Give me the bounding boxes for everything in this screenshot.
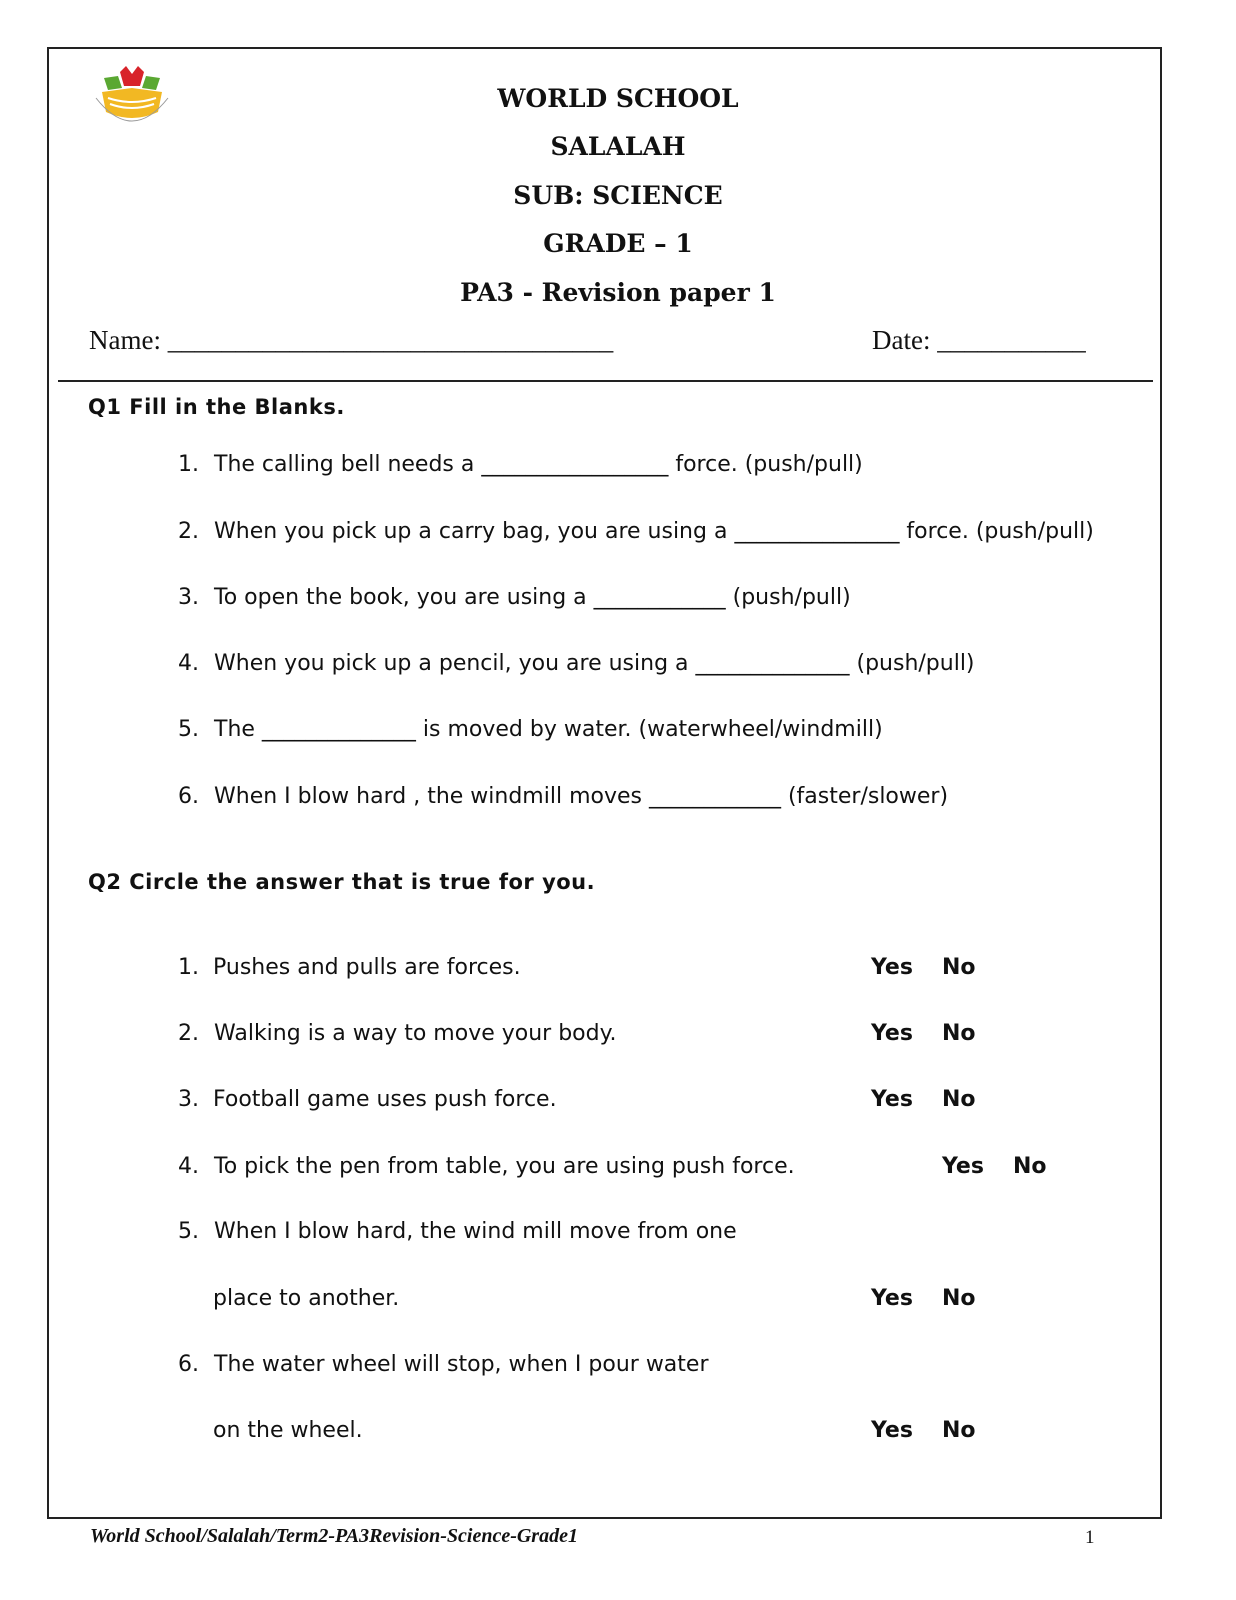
yes-option[interactable]: Yes <box>942 1154 984 1179</box>
q2-item-number: 6. <box>178 1352 199 1377</box>
q2-item-number: 3. <box>178 1087 199 1112</box>
date-field[interactable]: Date: ___________ <box>872 325 1086 355</box>
q1-title: Q1 Fill in the Blanks. <box>88 395 345 419</box>
no-option[interactable]: No <box>1013 1154 1047 1179</box>
q2-item-number: 4. <box>178 1154 199 1179</box>
q1-item-number: 6. <box>178 784 199 809</box>
q2-item-number: 5. <box>178 1219 199 1244</box>
page-number: 1 <box>1085 1527 1095 1548</box>
name-field[interactable]: Name: _________________________________ <box>89 325 614 355</box>
no-option[interactable]: No <box>942 1286 976 1311</box>
no-option[interactable]: No <box>942 1418 976 1443</box>
q2-item-number: 2. <box>178 1021 199 1046</box>
yes-option[interactable]: Yes <box>871 1021 913 1046</box>
school-name: WORLD SCHOOL <box>497 84 739 113</box>
no-option[interactable]: No <box>942 1087 976 1112</box>
q2-item-text: When I blow hard, the wind mill move from one <box>214 1219 737 1244</box>
yes-option[interactable]: Yes <box>871 1087 913 1112</box>
no-option[interactable]: No <box>942 1021 976 1046</box>
q1-item-text: The ______________ is moved by water. (waterwheel/windmill) <box>214 717 883 742</box>
school-city: SALALAH <box>550 132 686 161</box>
yes-option[interactable]: Yes <box>871 1286 913 1311</box>
q1-item-text: To open the book, you are using a ____________ (push/pull) <box>214 585 851 610</box>
q2-item-text: Pushes and pulls are forces. <box>213 955 521 980</box>
q1-item-number: 5. <box>178 717 199 742</box>
q1-item-number: 4. <box>178 651 199 676</box>
header-divider <box>58 380 1153 382</box>
q1-item-text: When you pick up a pencil, you are using a ______________ (push/pull) <box>214 651 975 676</box>
q2-item-text: Football game uses push force. <box>213 1087 557 1112</box>
q2-title: Q2 Circle the answer that is true for you. <box>88 870 596 894</box>
subject-title: SUB: SCIENCE <box>513 181 723 210</box>
logo-leaf-red <box>120 66 144 86</box>
q2-item-text: The water wheel will stop, when I pour water <box>214 1352 709 1377</box>
footer-path: World School/Salalah/Term2-PA3Revision-Science-Grade1 <box>90 1525 578 1547</box>
no-option[interactable]: No <box>942 955 976 980</box>
q1-item-number: 1. <box>178 452 199 477</box>
q2-item-text-continued: on the wheel. <box>213 1418 363 1443</box>
q2-item-text: To pick the pen from table, you are using push force. <box>214 1154 795 1179</box>
q2-item-number: 1. <box>178 955 199 980</box>
q1-item-text: When I blow hard , the windmill moves ____________ (faster/slower) <box>214 784 949 809</box>
paper-title: PA3 - Revision paper 1 <box>460 278 776 307</box>
q2-item-text: Walking is a way to move your body. <box>214 1021 617 1046</box>
yes-option[interactable]: Yes <box>871 1418 913 1443</box>
grade-title: GRADE – 1 <box>543 229 693 258</box>
q1-item-text: When you pick up a carry bag, you are using a _______________ force. (push/pull) <box>214 519 1094 544</box>
yes-option[interactable]: Yes <box>871 955 913 980</box>
q1-item-text: The calling bell needs a _________________ force. (push/pull) <box>214 452 863 477</box>
q2-item-text-continued: place to another. <box>213 1286 400 1311</box>
q1-item-number: 2. <box>178 519 199 544</box>
q1-item-number: 3. <box>178 585 199 610</box>
